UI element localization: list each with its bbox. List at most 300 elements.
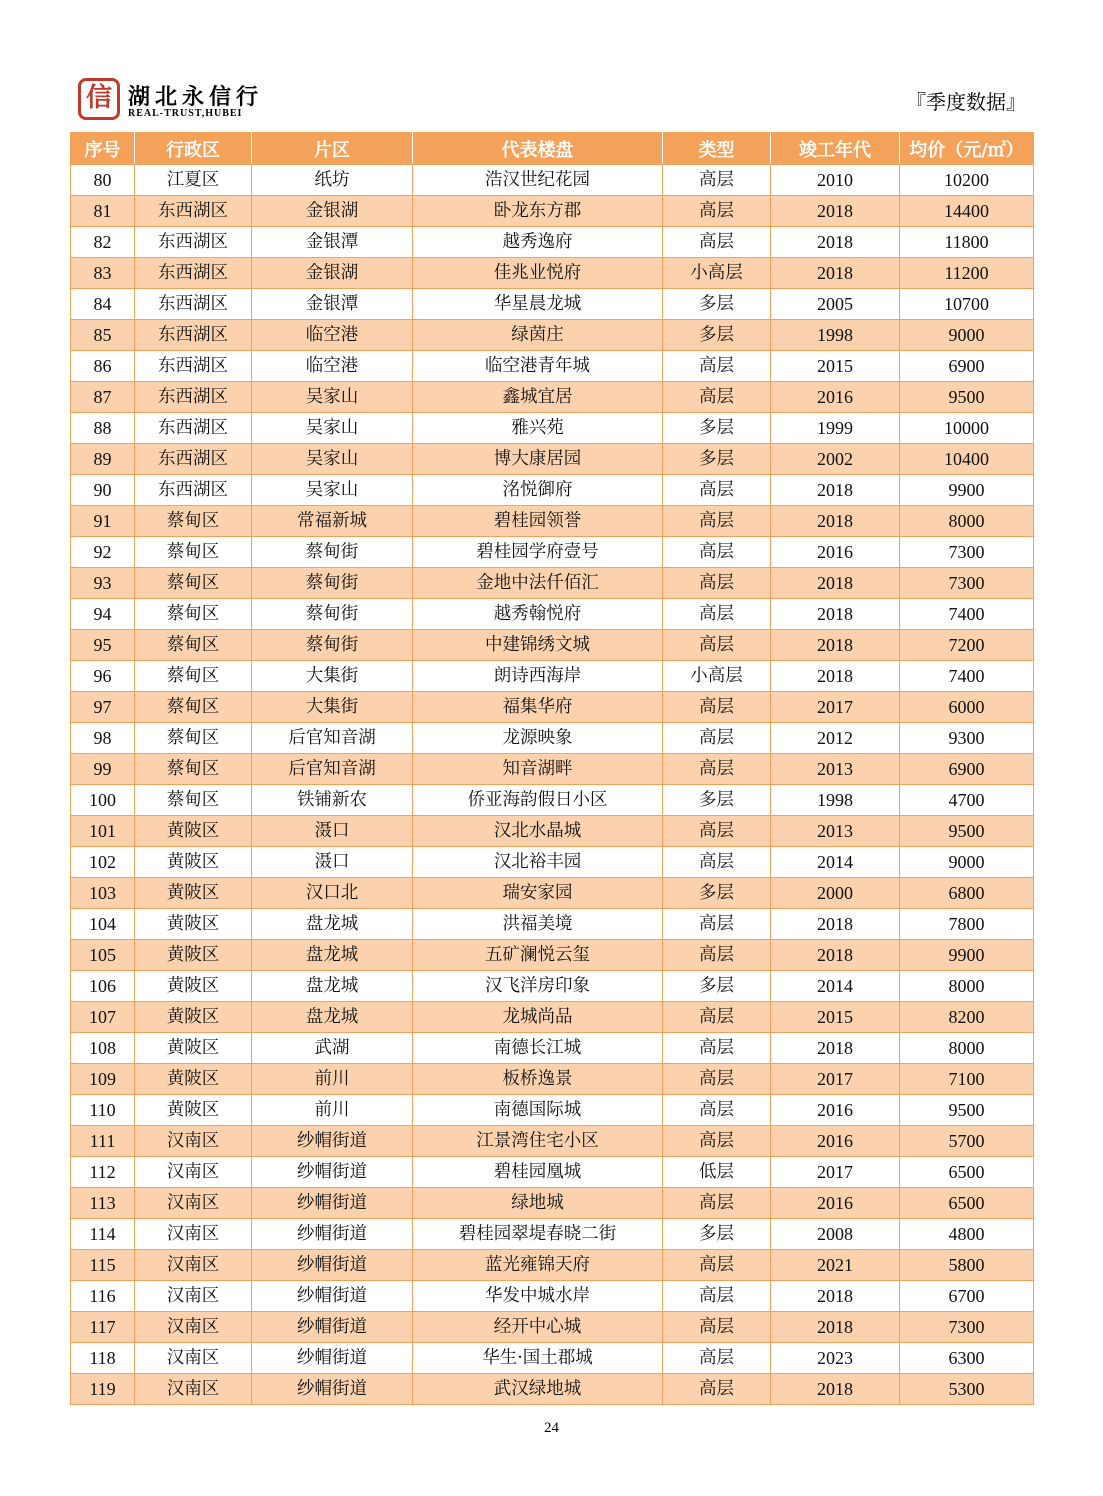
table-cell-type: 高层: [663, 1188, 771, 1219]
table-cell-type: 多层: [663, 878, 771, 909]
table-cell-area: 蔡甸街: [252, 537, 413, 568]
table-cell-year: 2002: [771, 444, 900, 475]
table-cell-project: 华发中城水岸: [413, 1281, 663, 1312]
table-cell-index: 93: [71, 568, 135, 599]
table-cell-type: 高层: [663, 909, 771, 940]
table-row: [71, 320, 1034, 351]
table-cell-type: 高层: [663, 1250, 771, 1281]
table-cell-price: 6500: [900, 1157, 1034, 1188]
table-cell-type: 高层: [663, 475, 771, 506]
table-cell-index: 94: [71, 599, 135, 630]
table-cell-price: 9500: [900, 382, 1034, 413]
table-cell-year: 2018: [771, 258, 900, 289]
table-row: [71, 165, 1034, 196]
table-cell-type: 高层: [663, 816, 771, 847]
table-cell-index: 106: [71, 971, 135, 1002]
table-cell-type: 多层: [663, 413, 771, 444]
table-row: [71, 878, 1034, 909]
table-cell-area: 纱帽街道: [252, 1219, 413, 1250]
table-cell-index: 103: [71, 878, 135, 909]
table-row: [71, 382, 1034, 413]
table-cell-area: 纱帽街道: [252, 1374, 413, 1405]
table-cell-district: 黄陂区: [135, 1095, 252, 1126]
table-cell-index: 117: [71, 1312, 135, 1343]
table-row: [71, 289, 1034, 320]
table-cell-project: 雅兴苑: [413, 413, 663, 444]
table-cell-price: 11200: [900, 258, 1034, 289]
table-cell-area: 武湖: [252, 1033, 413, 1064]
table-row: [71, 661, 1034, 692]
table-cell-project: 板桥逸景: [413, 1064, 663, 1095]
table-cell-type: 小高层: [663, 661, 771, 692]
table-cell-type: 高层: [663, 1033, 771, 1064]
table-cell-index: 118: [71, 1343, 135, 1374]
table-cell-year: 2023: [771, 1343, 900, 1374]
table-cell-year: 2018: [771, 568, 900, 599]
table-cell-area: 纱帽街道: [252, 1312, 413, 1343]
table-row: [71, 940, 1034, 971]
table-cell-price: 6700: [900, 1281, 1034, 1312]
table-cell-project: 碧桂园学府壹号: [413, 537, 663, 568]
table-cell-year: 1998: [771, 785, 900, 816]
table-cell-type: 小高层: [663, 258, 771, 289]
table-cell-type: 高层: [663, 227, 771, 258]
table-cell-area: 吴家山: [252, 413, 413, 444]
table-cell-year: 2018: [771, 1281, 900, 1312]
table-cell-project: 鑫城宜居: [413, 382, 663, 413]
table-cell-index: 81: [71, 196, 135, 227]
table-row: [71, 754, 1034, 785]
table-cell-project: 福集华府: [413, 692, 663, 723]
table-cell-district: 汉南区: [135, 1188, 252, 1219]
table-cell-project: 越秀翰悦府: [413, 599, 663, 630]
table-cell-price: 4800: [900, 1219, 1034, 1250]
table-cell-price: 5300: [900, 1374, 1034, 1405]
table-cell-year: 2018: [771, 1312, 900, 1343]
table-cell-year: 2021: [771, 1250, 900, 1281]
table-cell-year: 2018: [771, 909, 900, 940]
table-row: [71, 1374, 1034, 1405]
table-cell-year: 2018: [771, 506, 900, 537]
table-cell-price: 7100: [900, 1064, 1034, 1095]
table-cell-district: 汉南区: [135, 1126, 252, 1157]
table-cell-year: 2008: [771, 1219, 900, 1250]
table-cell-project: 江景湾住宅小区: [413, 1126, 663, 1157]
table-cell-year: 2018: [771, 227, 900, 258]
table-row: [71, 1064, 1034, 1095]
table-cell-district: 东西湖区: [135, 475, 252, 506]
table-row: [71, 227, 1034, 258]
table-cell-type: 多层: [663, 320, 771, 351]
table-cell-price: 9900: [900, 940, 1034, 971]
table-cell-district: 东西湖区: [135, 196, 252, 227]
table-cell-index: 86: [71, 351, 135, 382]
table-cell-project: 绿地城: [413, 1188, 663, 1219]
table-row: [71, 785, 1034, 816]
company-logo-icon: 信: [78, 78, 120, 120]
table-cell-year: 2016: [771, 537, 900, 568]
table-cell-project: 南德长江城: [413, 1033, 663, 1064]
table-cell-index: 89: [71, 444, 135, 475]
table-cell-year: 2018: [771, 1374, 900, 1405]
table-cell-price: 7300: [900, 1312, 1034, 1343]
table-cell-price: 6900: [900, 754, 1034, 785]
table-row: [71, 1002, 1034, 1033]
table-cell-index: 88: [71, 413, 135, 444]
table-row: [71, 475, 1034, 506]
table-cell-index: 92: [71, 537, 135, 568]
table-cell-area: 纱帽街道: [252, 1343, 413, 1374]
table-cell-district: 蔡甸区: [135, 723, 252, 754]
table-cell-type: 高层: [663, 723, 771, 754]
table-cell-index: 99: [71, 754, 135, 785]
table-cell-area: 吴家山: [252, 382, 413, 413]
table-cell-district: 黄陂区: [135, 1064, 252, 1095]
table-cell-district: 蔡甸区: [135, 692, 252, 723]
table-cell-type: 高层: [663, 506, 771, 537]
table-cell-price: 8200: [900, 1002, 1034, 1033]
table-cell-district: 东西湖区: [135, 382, 252, 413]
table-cell-type: 多层: [663, 289, 771, 320]
table-row: [71, 630, 1034, 661]
table-row: [71, 909, 1034, 940]
table-cell-price: 8000: [900, 506, 1034, 537]
table-cell-district: 黄陂区: [135, 1033, 252, 1064]
table-cell-year: 2016: [771, 382, 900, 413]
table-cell-price: 7200: [900, 630, 1034, 661]
table-cell-year: 2005: [771, 289, 900, 320]
column-header-district: 行政区: [135, 133, 252, 165]
table-cell-district: 黄陂区: [135, 816, 252, 847]
table-cell-price: 8000: [900, 971, 1034, 1002]
table-cell-project: 武汉绿地城: [413, 1374, 663, 1405]
table-cell-year: 2014: [771, 971, 900, 1002]
table-row: [71, 196, 1034, 227]
table-row: [71, 351, 1034, 382]
table-cell-price: 9500: [900, 1095, 1034, 1126]
table-cell-year: 2016: [771, 1095, 900, 1126]
table-cell-area: 盘龙城: [252, 940, 413, 971]
table-cell-area: 盘龙城: [252, 971, 413, 1002]
table-cell-price: 7300: [900, 537, 1034, 568]
table-cell-area: 大集街: [252, 692, 413, 723]
table-cell-area: 吴家山: [252, 475, 413, 506]
table-cell-district: 汉南区: [135, 1250, 252, 1281]
table-cell-project: 碧桂园翠堤春晓二街: [413, 1219, 663, 1250]
table-cell-index: 96: [71, 661, 135, 692]
table-cell-district: 东西湖区: [135, 413, 252, 444]
table-cell-type: 高层: [663, 940, 771, 971]
table-cell-project: 汉北裕丰园: [413, 847, 663, 878]
table-row: [71, 1157, 1034, 1188]
table-cell-index: 116: [71, 1281, 135, 1312]
table-cell-year: 2013: [771, 816, 900, 847]
table-cell-district: 黄陂区: [135, 909, 252, 940]
table-cell-price: 10400: [900, 444, 1034, 475]
table-header-row: [71, 133, 1034, 165]
table-cell-index: 82: [71, 227, 135, 258]
table-cell-project: 五矿澜悦云玺: [413, 940, 663, 971]
table-cell-type: 高层: [663, 537, 771, 568]
table-cell-type: 高层: [663, 1064, 771, 1095]
table-cell-area: 纱帽街道: [252, 1188, 413, 1219]
table-cell-type: 高层: [663, 630, 771, 661]
company-name-cn: 湖北永信行: [128, 85, 264, 110]
table-cell-type: 高层: [663, 1095, 771, 1126]
table-cell-price: 6900: [900, 351, 1034, 382]
table-cell-district: 黄陂区: [135, 847, 252, 878]
table-cell-price: 8000: [900, 1033, 1034, 1064]
table-cell-index: 114: [71, 1219, 135, 1250]
table-cell-area: 后官知音湖: [252, 754, 413, 785]
table-cell-area: 后官知音湖: [252, 723, 413, 754]
table-body: [71, 165, 1034, 1405]
table-cell-project: 临空港青年城: [413, 351, 663, 382]
table-cell-district: 东西湖区: [135, 258, 252, 289]
table-cell-area: 滠口: [252, 847, 413, 878]
table-cell-district: 蔡甸区: [135, 630, 252, 661]
table-cell-district: 汉南区: [135, 1312, 252, 1343]
table-cell-type: 高层: [663, 382, 771, 413]
table-cell-area: 吴家山: [252, 444, 413, 475]
table-row: [71, 1188, 1034, 1219]
table-cell-index: 111: [71, 1126, 135, 1157]
table-cell-year: 2015: [771, 351, 900, 382]
table-cell-index: 83: [71, 258, 135, 289]
table-cell-area: 铁铺新农: [252, 785, 413, 816]
table-cell-area: 临空港: [252, 320, 413, 351]
column-header-index: 序号: [71, 133, 135, 165]
table-cell-index: 115: [71, 1250, 135, 1281]
table-cell-area: 大集街: [252, 661, 413, 692]
table-cell-year: 2018: [771, 599, 900, 630]
table-cell-year: 2017: [771, 692, 900, 723]
table-row: [71, 971, 1034, 1002]
table-cell-project: 龙源映象: [413, 723, 663, 754]
table-row: [71, 723, 1034, 754]
table-cell-index: 107: [71, 1002, 135, 1033]
table-cell-year: 2018: [771, 475, 900, 506]
table-cell-index: 108: [71, 1033, 135, 1064]
table-row: [71, 568, 1034, 599]
table-cell-index: 101: [71, 816, 135, 847]
table-row: [71, 1343, 1034, 1374]
table-cell-price: 7300: [900, 568, 1034, 599]
table-row: [71, 847, 1034, 878]
table-cell-project: 侨亚海韵假日小区: [413, 785, 663, 816]
property-price-table: [70, 132, 1034, 1405]
table-cell-price: 7400: [900, 661, 1034, 692]
table-cell-project: 经开中心城: [413, 1312, 663, 1343]
table-cell-project: 浩汉世纪花园: [413, 165, 663, 196]
table-cell-price: 10700: [900, 289, 1034, 320]
table-cell-type: 低层: [663, 1157, 771, 1188]
table-cell-type: 高层: [663, 165, 771, 196]
table-cell-district: 黄陂区: [135, 1002, 252, 1033]
table-cell-year: 2017: [771, 1157, 900, 1188]
table-cell-project: 龙城尚品: [413, 1002, 663, 1033]
table-row: [71, 1033, 1034, 1064]
table-cell-price: 4700: [900, 785, 1034, 816]
table-cell-area: 纱帽街道: [252, 1250, 413, 1281]
table-cell-area: 前川: [252, 1064, 413, 1095]
table-cell-index: 102: [71, 847, 135, 878]
table-cell-project: 绿茵庄: [413, 320, 663, 351]
table-cell-project: 华星晨龙城: [413, 289, 663, 320]
table-cell-year: 2018: [771, 1033, 900, 1064]
table-cell-project: 越秀逸府: [413, 227, 663, 258]
table-cell-area: 常福新城: [252, 506, 413, 537]
table-cell-year: 2016: [771, 1188, 900, 1219]
table-cell-price: 14400: [900, 196, 1034, 227]
table-cell-type: 高层: [663, 599, 771, 630]
table-cell-year: 2010: [771, 165, 900, 196]
table-cell-project: 博大康居园: [413, 444, 663, 475]
table-cell-year: 1999: [771, 413, 900, 444]
table-cell-type: 高层: [663, 692, 771, 723]
table-cell-district: 黄陂区: [135, 940, 252, 971]
table-cell-district: 东西湖区: [135, 351, 252, 382]
table-cell-project: 朗诗西海岸: [413, 661, 663, 692]
table-cell-project: 知音湖畔: [413, 754, 663, 785]
table-row: [71, 258, 1034, 289]
table-cell-area: 滠口: [252, 816, 413, 847]
table-cell-index: 104: [71, 909, 135, 940]
table-cell-year: 2013: [771, 754, 900, 785]
table-row: [71, 1250, 1034, 1281]
table-cell-district: 东西湖区: [135, 289, 252, 320]
table-cell-district: 汉南区: [135, 1374, 252, 1405]
table-cell-district: 东西湖区: [135, 444, 252, 475]
table-row: [71, 816, 1034, 847]
table-cell-index: 87: [71, 382, 135, 413]
table-cell-index: 119: [71, 1374, 135, 1405]
table-cell-area: 汉口北: [252, 878, 413, 909]
table-cell-area: 蔡甸街: [252, 599, 413, 630]
table-cell-index: 95: [71, 630, 135, 661]
table-cell-index: 97: [71, 692, 135, 723]
table-row: [71, 599, 1034, 630]
table-cell-district: 江夏区: [135, 165, 252, 196]
section-title: 『季度数据』: [906, 90, 1026, 114]
table-row: [71, 506, 1034, 537]
table-cell-area: 纸坊: [252, 165, 413, 196]
table-cell-area: 金银潭: [252, 289, 413, 320]
page-header: [78, 76, 1026, 124]
table-cell-price: 9900: [900, 475, 1034, 506]
table-cell-district: 黄陂区: [135, 878, 252, 909]
table-cell-type: 高层: [663, 847, 771, 878]
table-cell-district: 汉南区: [135, 1343, 252, 1374]
table-cell-area: 金银湖: [252, 196, 413, 227]
table-cell-type: 高层: [663, 568, 771, 599]
table-cell-index: 84: [71, 289, 135, 320]
table-cell-type: 高层: [663, 1126, 771, 1157]
table-cell-type: 高层: [663, 1343, 771, 1374]
table-cell-district: 蔡甸区: [135, 754, 252, 785]
company-name-en: REAL-TRUST,HUBEI: [128, 108, 243, 119]
table-cell-index: 98: [71, 723, 135, 754]
table-cell-index: 80: [71, 165, 135, 196]
table-cell-district: 汉南区: [135, 1157, 252, 1188]
table-cell-price: 10000: [900, 413, 1034, 444]
table-cell-project: 卧龙东方郡: [413, 196, 663, 227]
table-cell-year: 1998: [771, 320, 900, 351]
table-cell-index: 113: [71, 1188, 135, 1219]
table-cell-index: 85: [71, 320, 135, 351]
table-cell-type: 多层: [663, 444, 771, 475]
table-cell-year: 2018: [771, 940, 900, 971]
table-cell-area: 前川: [252, 1095, 413, 1126]
table-cell-price: 6800: [900, 878, 1034, 909]
table-cell-area: 临空港: [252, 351, 413, 382]
table-cell-year: 2018: [771, 196, 900, 227]
table-cell-price: 9000: [900, 320, 1034, 351]
table-cell-index: 105: [71, 940, 135, 971]
table-cell-type: 高层: [663, 196, 771, 227]
table-row: [71, 537, 1034, 568]
table-row: [71, 1095, 1034, 1126]
table-cell-project: 蓝光雍锦天府: [413, 1250, 663, 1281]
table-cell-project: 汉飞洋房印象: [413, 971, 663, 1002]
table-cell-price: 9500: [900, 816, 1034, 847]
table-cell-type: 高层: [663, 1312, 771, 1343]
table-cell-index: 91: [71, 506, 135, 537]
table-cell-project: 汉北水晶城: [413, 816, 663, 847]
table-cell-project: 南德国际城: [413, 1095, 663, 1126]
table-row: [71, 1219, 1034, 1250]
table-cell-index: 110: [71, 1095, 135, 1126]
column-header-project: 代表楼盘: [413, 133, 663, 165]
column-header-year: 竣工年代: [771, 133, 900, 165]
table-cell-price: 7400: [900, 599, 1034, 630]
table-row: [71, 444, 1034, 475]
table-cell-area: 蔡甸街: [252, 630, 413, 661]
table-cell-price: 7800: [900, 909, 1034, 940]
table-cell-price: 6000: [900, 692, 1034, 723]
table-cell-district: 东西湖区: [135, 227, 252, 258]
table-cell-project: 华生·国土郡城: [413, 1343, 663, 1374]
table-cell-district: 蔡甸区: [135, 785, 252, 816]
table-cell-year: 2000: [771, 878, 900, 909]
table-cell-project: 金地中法仟佰汇: [413, 568, 663, 599]
table-cell-project: 碧桂园领誉: [413, 506, 663, 537]
table-cell-price: 6500: [900, 1188, 1034, 1219]
table-cell-area: 纱帽街道: [252, 1281, 413, 1312]
table-cell-area: 盘龙城: [252, 909, 413, 940]
table-cell-price: 5700: [900, 1126, 1034, 1157]
table-cell-index: 109: [71, 1064, 135, 1095]
table-cell-project: 瑞安家园: [413, 878, 663, 909]
table-cell-district: 黄陂区: [135, 971, 252, 1002]
table-cell-district: 蔡甸区: [135, 568, 252, 599]
table-cell-type: 高层: [663, 351, 771, 382]
table-cell-district: 蔡甸区: [135, 506, 252, 537]
table-cell-year: 2018: [771, 661, 900, 692]
table-cell-area: 纱帽街道: [252, 1157, 413, 1188]
table-cell-area: 金银湖: [252, 258, 413, 289]
table-cell-year: 2018: [771, 630, 900, 661]
table-cell-type: 多层: [663, 1219, 771, 1250]
table-cell-year: 2015: [771, 1002, 900, 1033]
table-cell-type: 多层: [663, 785, 771, 816]
table-cell-area: 蔡甸街: [252, 568, 413, 599]
table-cell-price: 9300: [900, 723, 1034, 754]
table-cell-price: 6300: [900, 1343, 1034, 1374]
page-number: 24: [544, 1420, 559, 1436]
column-header-price: 均价（元/㎡）: [900, 133, 1034, 165]
table-cell-type: 高层: [663, 1002, 771, 1033]
